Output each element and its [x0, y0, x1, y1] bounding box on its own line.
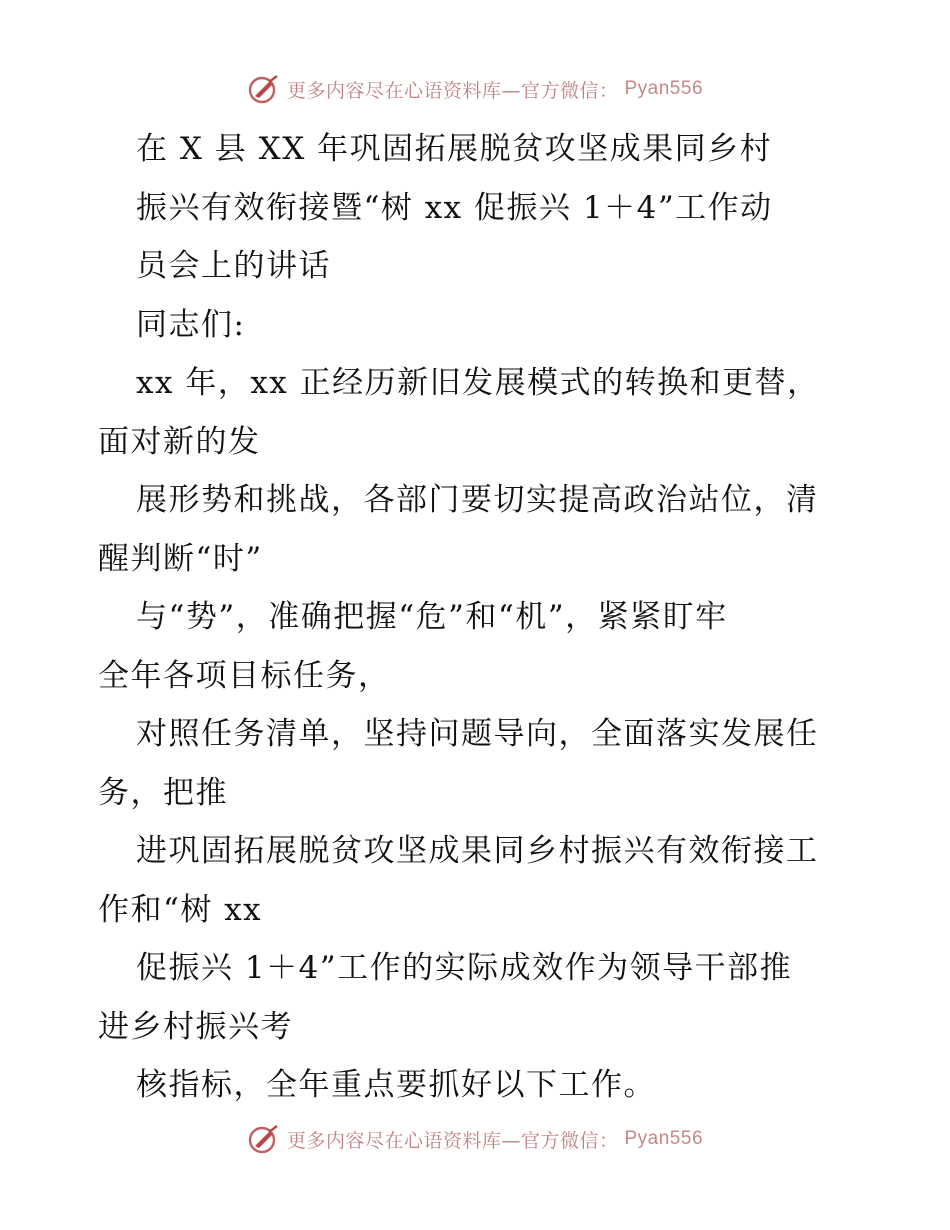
header-watermark: [0, 74, 950, 104]
body-line: 对照任务清单，坚持问题导向，全面落实发展任: [136, 716, 819, 752]
pen-circle-logo-icon: [247, 74, 281, 104]
watermark-site-text: 更多内容尽在心语资料库—官方微信：: [286, 1129, 619, 1152]
document-body: [98, 120, 858, 1115]
body-line: 进乡村振兴考: [98, 1008, 293, 1045]
salutation: 同志们:: [136, 306, 246, 343]
body-line: 醒判断“时”: [98, 540, 263, 577]
footer-watermark: [0, 1124, 950, 1154]
body-line: 与“势”，准确把握“危”和“机”，紧紧盯牢: [136, 599, 728, 635]
body-line: 作和“树 xx: [98, 891, 263, 928]
body-line: 促振兴 1＋4”工作的实际成效作为领导干部推: [136, 950, 793, 986]
body-line: 进巩固拓展脱贫攻坚成果同乡村振兴有效衔接工: [136, 833, 819, 869]
body-line: 全年各项目标任务，: [98, 657, 391, 694]
title-line: 在 X 县 XX 年巩固拓展脱贫攻坚成果同乡村: [136, 131, 773, 167]
body-line: 核指标，全年重点要抓好以下工作。: [136, 1067, 656, 1103]
watermark-site-text: 更多内容尽在心语资料库—官方微信：: [286, 79, 619, 102]
watermark-wechat-id: Pyan556: [624, 78, 704, 99]
body-line: xx 年，xx 正经历新旧发展模式的转换和更替，: [136, 365, 820, 401]
title-line: 员会上的讲话: [136, 248, 331, 284]
title-line: 振兴有效衔接暨“树 xx 促振兴 1＋4”工作动: [136, 189, 773, 226]
pen-circle-logo-icon: [247, 1124, 281, 1154]
watermark-wechat-id: Pyan556: [624, 1128, 704, 1149]
body-line: 展形势和挑战，各部门要切实提高政治站位，清: [136, 482, 819, 518]
body-line: 面对新的发: [98, 423, 261, 460]
body-line: 务，把推: [98, 774, 228, 811]
